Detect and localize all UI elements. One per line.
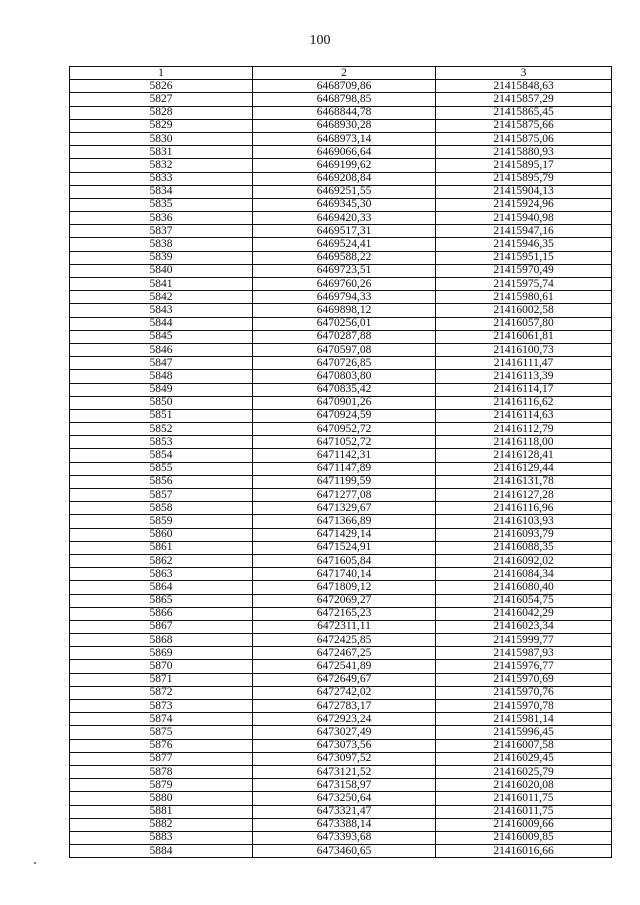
cell-point-number: 5845 [70, 330, 253, 343]
cell-x-coordinate: 6469524,41 [253, 238, 436, 251]
cell-x-coordinate: 6469251,55 [253, 185, 436, 198]
cell-point-number: 5872 [70, 686, 253, 699]
table-row [70, 554, 612, 567]
column-header-y-coordinate: 3 [436, 67, 612, 80]
cell-point-number: 5858 [70, 502, 253, 515]
cell-y-coordinate: 21416061,81 [436, 330, 612, 343]
cell-x-coordinate: 6469760,26 [253, 278, 436, 291]
cell-y-coordinate: 21416092,02 [436, 554, 612, 567]
cell-point-number: 5854 [70, 449, 253, 462]
scan-speck [34, 862, 36, 864]
cell-x-coordinate: 6471142,31 [253, 449, 436, 462]
table-row [70, 489, 612, 502]
table-row [70, 146, 612, 159]
cell-y-coordinate: 21416009,85 [436, 831, 612, 844]
table-row [70, 370, 612, 383]
table-row [70, 594, 612, 607]
cell-y-coordinate: 21416131,78 [436, 475, 612, 488]
cell-x-coordinate: 6470803,80 [253, 370, 436, 383]
cell-y-coordinate: 21416042,29 [436, 607, 612, 620]
cell-y-coordinate: 21416007,58 [436, 739, 612, 752]
cell-y-coordinate: 21416116,96 [436, 502, 612, 515]
table-row [70, 212, 612, 225]
cell-y-coordinate: 21416093,79 [436, 528, 612, 541]
cell-y-coordinate: 21416100,73 [436, 343, 612, 356]
cell-x-coordinate: 6472742,02 [253, 686, 436, 699]
cell-x-coordinate: 6471329,67 [253, 502, 436, 515]
cell-y-coordinate: 21415999,77 [436, 634, 612, 647]
cell-point-number: 5840 [70, 264, 253, 277]
cell-x-coordinate: 6469066,64 [253, 146, 436, 159]
cell-x-coordinate: 6471277,08 [253, 489, 436, 502]
cell-y-coordinate: 21416009,66 [436, 818, 612, 831]
table-row [70, 225, 612, 238]
cell-x-coordinate: 6470835,42 [253, 383, 436, 396]
cell-y-coordinate: 21415946,35 [436, 238, 612, 251]
table-row [70, 752, 612, 765]
cell-y-coordinate: 21415981,14 [436, 713, 612, 726]
cell-x-coordinate: 6469517,31 [253, 225, 436, 238]
cell-y-coordinate: 21416002,58 [436, 304, 612, 317]
cell-x-coordinate: 6472425,85 [253, 634, 436, 647]
column-header-x-coordinate: 2 [253, 67, 436, 80]
table-row [70, 634, 612, 647]
cell-point-number: 5874 [70, 713, 253, 726]
table-row [70, 436, 612, 449]
table-row [70, 502, 612, 515]
cell-x-coordinate: 6471740,14 [253, 568, 436, 581]
cell-x-coordinate: 6472467,25 [253, 647, 436, 660]
cell-x-coordinate: 6473073,56 [253, 739, 436, 752]
cell-x-coordinate: 6473388,14 [253, 818, 436, 831]
cell-point-number: 5867 [70, 620, 253, 633]
cell-point-number: 5833 [70, 172, 253, 185]
cell-point-number: 5879 [70, 779, 253, 792]
cell-point-number: 5878 [70, 765, 253, 778]
table-row [70, 700, 612, 713]
cell-y-coordinate: 21415980,61 [436, 291, 612, 304]
table-row [70, 291, 612, 304]
table-row [70, 845, 612, 858]
cell-point-number: 5830 [70, 132, 253, 145]
cell-x-coordinate: 6471429,14 [253, 528, 436, 541]
table-row [70, 620, 612, 633]
cell-point-number: 5860 [70, 528, 253, 541]
cell-x-coordinate: 6472069,27 [253, 594, 436, 607]
cell-point-number: 5835 [70, 198, 253, 211]
cell-x-coordinate: 6468844,78 [253, 106, 436, 119]
table-row [70, 607, 612, 620]
cell-x-coordinate: 6473158,97 [253, 779, 436, 792]
table-row [70, 818, 612, 831]
cell-x-coordinate: 6473097,52 [253, 752, 436, 765]
cell-x-coordinate: 6470901,26 [253, 396, 436, 409]
cell-point-number: 5880 [70, 792, 253, 805]
cell-point-number: 5838 [70, 238, 253, 251]
cell-y-coordinate: 21415875,66 [436, 119, 612, 132]
cell-point-number: 5843 [70, 304, 253, 317]
cell-y-coordinate: 21416080,40 [436, 581, 612, 594]
cell-x-coordinate: 6473393,68 [253, 831, 436, 844]
table-row [70, 80, 612, 93]
table-row [70, 396, 612, 409]
cell-point-number: 5841 [70, 278, 253, 291]
cell-y-coordinate: 21416029,45 [436, 752, 612, 765]
cell-point-number: 5864 [70, 581, 253, 594]
cell-y-coordinate: 21416111,47 [436, 357, 612, 370]
cell-x-coordinate: 6472649,67 [253, 673, 436, 686]
cell-y-coordinate: 21416054,75 [436, 594, 612, 607]
table-row [70, 779, 612, 792]
cell-x-coordinate: 6468798,85 [253, 93, 436, 106]
cell-x-coordinate: 6470256,01 [253, 317, 436, 330]
cell-point-number: 5862 [70, 554, 253, 567]
cell-point-number: 5851 [70, 409, 253, 422]
cell-x-coordinate: 6471809,12 [253, 581, 436, 594]
table-row [70, 713, 612, 726]
cell-point-number: 5850 [70, 396, 253, 409]
cell-x-coordinate: 6472923,24 [253, 713, 436, 726]
table-row [70, 251, 612, 264]
cell-y-coordinate: 21415880,93 [436, 146, 612, 159]
cell-x-coordinate: 6468973,14 [253, 132, 436, 145]
cell-x-coordinate: 6470952,72 [253, 423, 436, 436]
table-row [70, 172, 612, 185]
table-row [70, 581, 612, 594]
cell-point-number: 5832 [70, 159, 253, 172]
cell-y-coordinate: 21416020,08 [436, 779, 612, 792]
cell-x-coordinate: 6469199,62 [253, 159, 436, 172]
cell-y-coordinate: 21415970,69 [436, 673, 612, 686]
cell-point-number: 5863 [70, 568, 253, 581]
cell-x-coordinate: 6470924,59 [253, 409, 436, 422]
table-row [70, 765, 612, 778]
cell-x-coordinate: 6471366,89 [253, 515, 436, 528]
table-row [70, 805, 612, 818]
cell-point-number: 5877 [70, 752, 253, 765]
cell-x-coordinate: 6470597,08 [253, 343, 436, 356]
cell-x-coordinate: 6470287,88 [253, 330, 436, 343]
cell-point-number: 5868 [70, 634, 253, 647]
cell-y-coordinate: 21416129,44 [436, 462, 612, 475]
table-row [70, 278, 612, 291]
cell-y-coordinate: 21416057,80 [436, 317, 612, 330]
cell-y-coordinate: 21415904,13 [436, 185, 612, 198]
cell-x-coordinate: 6469420,33 [253, 212, 436, 225]
cell-y-coordinate: 21416016,66 [436, 845, 612, 858]
cell-point-number: 5826 [70, 80, 253, 93]
cell-y-coordinate: 21415857,29 [436, 93, 612, 106]
cell-y-coordinate: 21416025,79 [436, 765, 612, 778]
table-row [70, 409, 612, 422]
cell-x-coordinate: 6469588,22 [253, 251, 436, 264]
cell-y-coordinate: 21416088,35 [436, 541, 612, 554]
column-header-point-number: 1 [70, 67, 253, 80]
cell-y-coordinate: 21416113,39 [436, 370, 612, 383]
cell-y-coordinate: 21415951,15 [436, 251, 612, 264]
table-row [70, 475, 612, 488]
cell-point-number: 5859 [70, 515, 253, 528]
cell-y-coordinate: 21415976,77 [436, 660, 612, 673]
cell-point-number: 5852 [70, 423, 253, 436]
cell-point-number: 5855 [70, 462, 253, 475]
cell-point-number: 5849 [70, 383, 253, 396]
cell-point-number: 5861 [70, 541, 253, 554]
table-row [70, 198, 612, 211]
cell-point-number: 5844 [70, 317, 253, 330]
cell-y-coordinate: 21415970,76 [436, 686, 612, 699]
table-row [70, 660, 612, 673]
cell-x-coordinate: 6472311,11 [253, 620, 436, 633]
table-header [70, 67, 612, 80]
cell-y-coordinate: 21415875,06 [436, 132, 612, 145]
cell-y-coordinate: 21415865,45 [436, 106, 612, 119]
cell-x-coordinate: 6473027,49 [253, 726, 436, 739]
table-row [70, 185, 612, 198]
cell-point-number: 5857 [70, 489, 253, 502]
table-row [70, 264, 612, 277]
page-number: 100 [309, 33, 331, 48]
table-row [70, 673, 612, 686]
table-row [70, 726, 612, 739]
cell-y-coordinate: 21416128,41 [436, 449, 612, 462]
cell-y-coordinate: 21416084,34 [436, 568, 612, 581]
cell-y-coordinate: 21415996,45 [436, 726, 612, 739]
cell-point-number: 5883 [70, 831, 253, 844]
table-row [70, 423, 612, 436]
cell-y-coordinate: 21416103,93 [436, 515, 612, 528]
cell-y-coordinate: 21416112,79 [436, 423, 612, 436]
cell-point-number: 5839 [70, 251, 253, 264]
cell-point-number: 5884 [70, 845, 253, 858]
cell-y-coordinate: 21416118,00 [436, 436, 612, 449]
cell-y-coordinate: 21416114,17 [436, 383, 612, 396]
cell-x-coordinate: 6471524,91 [253, 541, 436, 554]
table-row [70, 528, 612, 541]
table-row [70, 568, 612, 581]
cell-x-coordinate: 6473321,47 [253, 805, 436, 818]
cell-x-coordinate: 6468930,28 [253, 119, 436, 132]
table-row [70, 831, 612, 844]
cell-y-coordinate: 21415970,78 [436, 700, 612, 713]
cell-point-number: 5869 [70, 647, 253, 660]
table-row [70, 686, 612, 699]
cell-point-number: 5837 [70, 225, 253, 238]
cell-y-coordinate: 21416023,34 [436, 620, 612, 633]
header-row [70, 67, 612, 80]
cell-x-coordinate: 6472165,23 [253, 607, 436, 620]
cell-x-coordinate: 6469208,84 [253, 172, 436, 185]
cell-y-coordinate: 21415970,49 [436, 264, 612, 277]
cell-x-coordinate: 6471052,72 [253, 436, 436, 449]
cell-point-number: 5871 [70, 673, 253, 686]
cell-point-number: 5827 [70, 93, 253, 106]
table-row [70, 739, 612, 752]
table-row [70, 93, 612, 106]
cell-y-coordinate: 21415947,16 [436, 225, 612, 238]
cell-y-coordinate: 21416114,63 [436, 409, 612, 422]
cell-x-coordinate: 6473460,65 [253, 845, 436, 858]
cell-x-coordinate: 6473121,52 [253, 765, 436, 778]
cell-point-number: 5847 [70, 357, 253, 370]
table-row [70, 132, 612, 145]
table-row [70, 106, 612, 119]
table-row [70, 792, 612, 805]
table-row [70, 357, 612, 370]
cell-x-coordinate: 6471199,59 [253, 475, 436, 488]
cell-x-coordinate: 6469794,33 [253, 291, 436, 304]
cell-x-coordinate: 6471147,89 [253, 462, 436, 475]
cell-point-number: 5881 [70, 805, 253, 818]
cell-y-coordinate: 21416116,62 [436, 396, 612, 409]
cell-point-number: 5856 [70, 475, 253, 488]
cell-y-coordinate: 21415895,17 [436, 159, 612, 172]
cell-y-coordinate: 21415987,93 [436, 647, 612, 660]
cell-point-number: 5836 [70, 212, 253, 225]
cell-point-number: 5846 [70, 343, 253, 356]
cell-point-number: 5842 [70, 291, 253, 304]
table-row [70, 383, 612, 396]
cell-point-number: 5875 [70, 726, 253, 739]
cell-point-number: 5866 [70, 607, 253, 620]
cell-y-coordinate: 21415940,98 [436, 212, 612, 225]
cell-y-coordinate: 21416011,75 [436, 792, 612, 805]
cell-point-number: 5831 [70, 146, 253, 159]
cell-y-coordinate: 21415895,79 [436, 172, 612, 185]
cell-y-coordinate: 21416011,75 [436, 805, 612, 818]
cell-x-coordinate: 6470726,85 [253, 357, 436, 370]
coordinates-table [69, 66, 612, 858]
cell-x-coordinate: 6472541,89 [253, 660, 436, 673]
cell-point-number: 5882 [70, 818, 253, 831]
cell-x-coordinate: 6468709,86 [253, 80, 436, 93]
cell-point-number: 5853 [70, 436, 253, 449]
cell-x-coordinate: 6473250,64 [253, 792, 436, 805]
table-row [70, 541, 612, 554]
table-row [70, 119, 612, 132]
cell-x-coordinate: 6471605,84 [253, 554, 436, 567]
cell-point-number: 5873 [70, 700, 253, 713]
table-row [70, 462, 612, 475]
cell-point-number: 5848 [70, 370, 253, 383]
cell-y-coordinate: 21416127,28 [436, 489, 612, 502]
table-body [70, 80, 612, 858]
cell-y-coordinate: 21415975,74 [436, 278, 612, 291]
cell-x-coordinate: 6469345,30 [253, 198, 436, 211]
table-row [70, 343, 612, 356]
cell-x-coordinate: 6472783,17 [253, 700, 436, 713]
cell-point-number: 5834 [70, 185, 253, 198]
table-row [70, 515, 612, 528]
table-row [70, 317, 612, 330]
table-row [70, 330, 612, 343]
table-row [70, 449, 612, 462]
cell-y-coordinate: 21415848,63 [436, 80, 612, 93]
cell-point-number: 5865 [70, 594, 253, 607]
table-row [70, 238, 612, 251]
cell-point-number: 5876 [70, 739, 253, 752]
cell-point-number: 5870 [70, 660, 253, 673]
table-row [70, 647, 612, 660]
table-row [70, 159, 612, 172]
cell-point-number: 5828 [70, 106, 253, 119]
table-row [70, 304, 612, 317]
cell-y-coordinate: 21415924,96 [436, 198, 612, 211]
cell-x-coordinate: 6469898,12 [253, 304, 436, 317]
cell-point-number: 5829 [70, 119, 253, 132]
cell-x-coordinate: 6469723,51 [253, 264, 436, 277]
